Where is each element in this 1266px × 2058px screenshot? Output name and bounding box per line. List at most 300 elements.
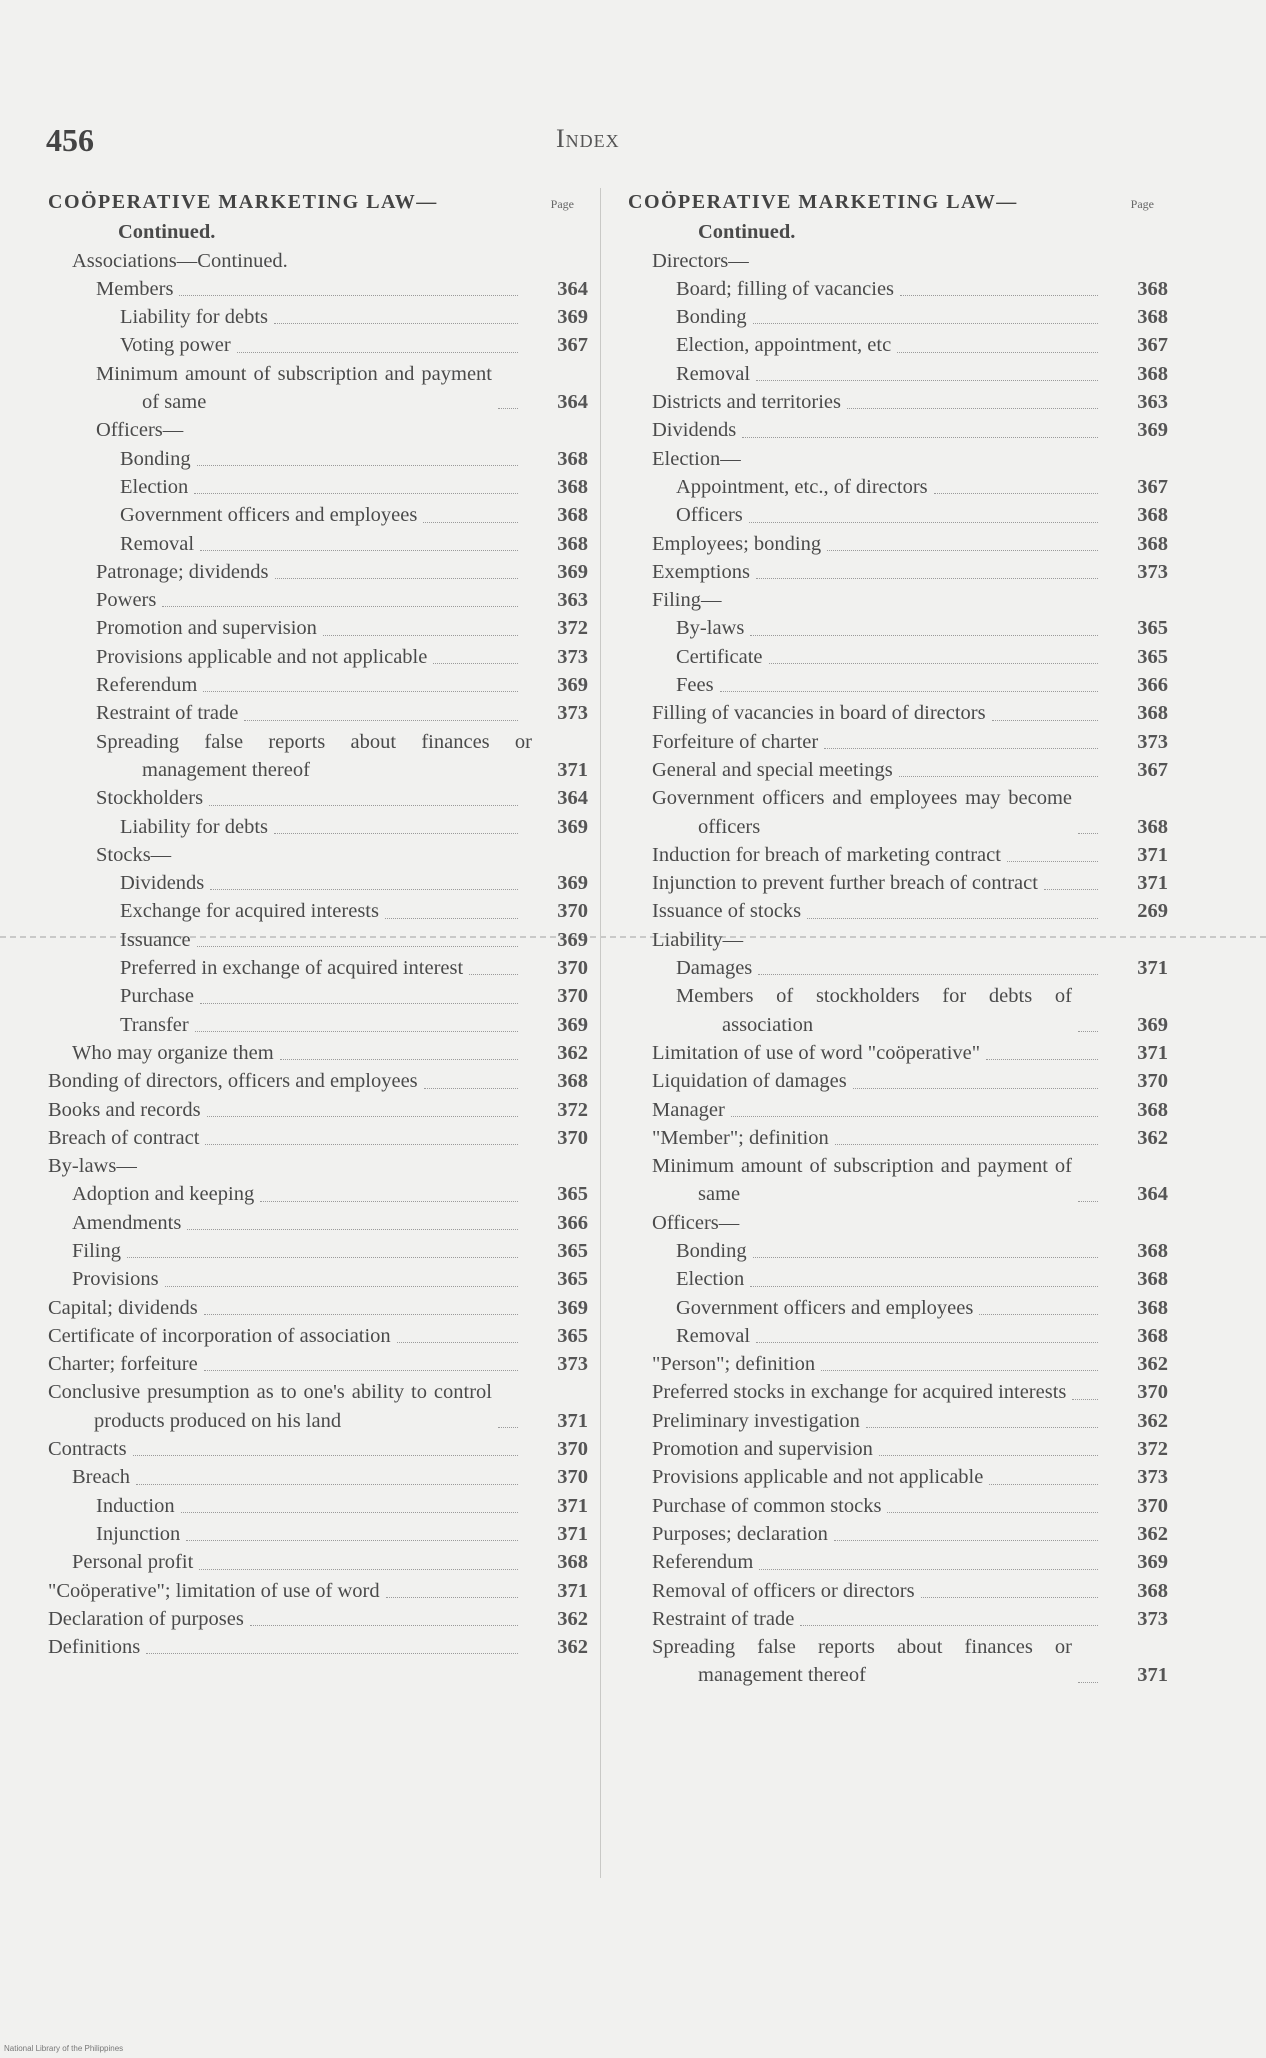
leader-dots — [758, 974, 1098, 975]
index-entry — [628, 1067, 1168, 1095]
index-entry — [48, 1265, 588, 1293]
index-entry-text: Promotion and supervision — [652, 1438, 873, 1461]
index-entry-text: Manager — [652, 1098, 725, 1121]
right-column — [628, 188, 1168, 1690]
index-entry — [628, 530, 1168, 558]
leader-dots — [498, 1427, 518, 1428]
index-entry-text: Fees — [676, 674, 714, 697]
leader-dots — [897, 352, 1098, 353]
leader-dots — [207, 1116, 518, 1117]
index-entry-text: Directors— — [652, 249, 749, 272]
index-entry-text: Provisions — [72, 1268, 159, 1291]
index-entry-text: Members of stockholders for debts of association — [676, 985, 1072, 1036]
leader-dots — [1072, 1399, 1098, 1400]
index-entry-text: Conclusive presumption as to one's ability to control products produced on his land — [48, 1381, 492, 1432]
index-entry-page: 373 — [1137, 1607, 1168, 1630]
index-entry — [48, 1011, 588, 1039]
leader-dots — [1044, 889, 1098, 890]
index-entry-text: Government officers and employees — [120, 504, 418, 527]
index-entry-page: 369 — [1137, 419, 1168, 442]
index-entry-text: Exemptions — [652, 560, 750, 583]
leader-dots — [1007, 861, 1098, 862]
index-entry — [48, 1322, 588, 1350]
index-entry — [48, 1463, 588, 1491]
index-entry-page: 368 — [1137, 504, 1168, 527]
index-entry-page: 373 — [557, 702, 588, 725]
index-entry-page: 368 — [1137, 1296, 1168, 1319]
index-entry-text: Restraint of trade — [96, 702, 239, 725]
index-entry-page: 371 — [1137, 872, 1168, 895]
index-entry — [628, 1435, 1168, 1463]
index-entry-text: Books and records — [48, 1098, 201, 1121]
index-entry-text: Certificate — [676, 645, 763, 668]
index-entry — [628, 586, 1168, 614]
index-entry-text: By-laws— — [48, 1155, 137, 1178]
index-entry — [628, 445, 1168, 473]
index-entry-text: Filling of vacancies in board of directors — [652, 702, 986, 725]
leader-dots — [274, 323, 518, 324]
index-entry-page: 368 — [1137, 277, 1168, 300]
index-entry-page: 362 — [1137, 1353, 1168, 1376]
index-entry-page: 368 — [557, 1551, 588, 1574]
index-entry-page: 367 — [1137, 334, 1168, 357]
leader-dots — [195, 1031, 518, 1032]
index-entry — [48, 1350, 588, 1378]
index-entry-text: Associations—Continued. — [72, 249, 288, 272]
index-entry — [48, 416, 588, 444]
leader-dots — [162, 606, 518, 607]
index-entry — [628, 982, 1168, 1039]
leader-dots — [742, 437, 1098, 438]
index-entry-page: 366 — [1137, 674, 1168, 697]
index-entry-text: Officers— — [652, 1211, 740, 1234]
index-entry-text: Preferred in exchange of acquired interest — [120, 957, 464, 980]
leader-dots — [834, 1540, 1098, 1541]
index-entry-page: 372 — [557, 1098, 588, 1121]
index-entry-text: Bonding — [120, 447, 191, 470]
index-entry-text: Officers— — [96, 419, 184, 442]
index-entry — [48, 1577, 588, 1605]
index-entry — [48, 1180, 588, 1208]
leader-dots — [205, 1144, 518, 1145]
leader-dots — [753, 323, 1098, 324]
index-entry-text: Issuance of stocks — [652, 900, 802, 923]
index-entry-page: 370 — [557, 1466, 588, 1489]
leader-dots — [424, 1088, 518, 1089]
index-entry — [628, 869, 1168, 897]
index-entry-page: 370 — [1137, 1494, 1168, 1517]
index-entry — [628, 416, 1168, 444]
index-entry — [48, 671, 588, 699]
column-divider — [600, 188, 601, 1878]
leader-dots — [921, 1597, 1098, 1598]
leader-dots — [1078, 1201, 1098, 1202]
index-entry-page: 371 — [1137, 1664, 1168, 1687]
index-entry-text: Bonding — [676, 1239, 747, 1262]
index-entry-text: Election — [120, 475, 189, 498]
index-entry-page: 370 — [557, 1126, 588, 1149]
index-entry-text: "Person"; definition — [652, 1353, 816, 1376]
index-entry-text: Officers — [676, 504, 743, 527]
leader-dots — [181, 1512, 518, 1513]
leader-dots — [749, 522, 1098, 523]
index-entry — [628, 614, 1168, 642]
index-entry — [628, 388, 1168, 416]
index-entry — [628, 954, 1168, 982]
leader-dots — [887, 1512, 1098, 1513]
index-entry-text: Who may organize them — [72, 1041, 274, 1064]
index-entry — [628, 1463, 1168, 1491]
left-continued: Continued. — [118, 221, 216, 244]
index-entry — [48, 1520, 588, 1548]
leader-dots — [853, 1088, 1098, 1089]
index-entry — [48, 1435, 588, 1463]
index-entry-page: 366 — [557, 1211, 588, 1234]
left-page-label: Page — [550, 197, 574, 211]
index-entry-page: 367 — [557, 334, 588, 357]
index-entry-text: Spreading false reports about finances or management thereof — [652, 1636, 1072, 1687]
index-entry-text: Appointment, etc., of directors — [676, 475, 928, 498]
index-entry-page: 369 — [557, 560, 588, 583]
index-entry — [48, 699, 588, 727]
index-entry — [628, 1520, 1168, 1548]
index-entry — [48, 869, 588, 897]
index-entry — [48, 1605, 588, 1633]
index-entry — [628, 1577, 1168, 1605]
leader-dots — [986, 1059, 1098, 1060]
index-entry — [628, 1124, 1168, 1152]
leader-dots — [992, 720, 1098, 721]
index-entry — [628, 841, 1168, 869]
index-entry-text: Government officers and employees may become officers — [652, 787, 1072, 838]
right-continued: Continued. — [698, 221, 796, 244]
leader-dots — [385, 918, 518, 919]
index-entry-page: 371 — [557, 1579, 588, 1602]
leader-dots — [821, 1370, 1098, 1371]
index-entry — [48, 331, 588, 359]
index-entry-page: 368 — [1137, 702, 1168, 725]
index-entry-text: Declaration of purposes — [48, 1607, 244, 1630]
index-entry-page: 373 — [1137, 730, 1168, 753]
index-entry-text: Liability for debts — [120, 306, 269, 329]
index-entry-text: Employees; bonding — [652, 532, 822, 555]
index-entry-text: Issuance — [120, 928, 191, 951]
leader-dots — [165, 1286, 518, 1287]
index-entry-text: Injunction — [96, 1522, 181, 1545]
leader-dots — [386, 1597, 518, 1598]
index-entry — [48, 530, 588, 558]
index-entry-text: Powers — [96, 589, 157, 612]
leader-dots — [423, 522, 518, 523]
index-entry — [628, 699, 1168, 727]
index-entry — [48, 1067, 588, 1095]
index-entry — [48, 813, 588, 841]
index-entry-page: 368 — [1137, 1268, 1168, 1291]
index-entry-text: Purchase of common stocks — [652, 1494, 882, 1517]
index-entry — [628, 643, 1168, 671]
index-entry-page: 365 — [557, 1268, 588, 1291]
index-entry — [48, 445, 588, 473]
left-column — [48, 188, 588, 1661]
index-entry-page: 369 — [557, 674, 588, 697]
leader-dots — [274, 833, 518, 834]
index-entry-page: 362 — [557, 1607, 588, 1630]
index-entry-page: 370 — [557, 985, 588, 1008]
index-entry — [48, 926, 588, 954]
leader-dots — [260, 1201, 518, 1202]
index-entry — [628, 756, 1168, 784]
index-entry-page: 370 — [557, 957, 588, 980]
index-entry-text: Members — [96, 277, 174, 300]
leader-dots — [250, 1625, 518, 1626]
index-entry-page: 363 — [1137, 391, 1168, 414]
index-entry — [628, 671, 1168, 699]
index-entry-page: 371 — [557, 758, 588, 781]
index-entry — [628, 926, 1168, 954]
index-entry-page: 362 — [1137, 1522, 1168, 1545]
index-entry — [48, 728, 588, 785]
index-entry-page: 371 — [1137, 1041, 1168, 1064]
leader-dots — [1078, 1682, 1098, 1683]
index-entry-page: 370 — [557, 900, 588, 923]
leader-dots — [899, 776, 1098, 777]
leader-dots — [203, 691, 518, 692]
index-entry-text: Dividends — [120, 872, 205, 895]
index-entry-page: 370 — [1137, 1381, 1168, 1404]
index-entry-text: Preliminary investigation — [652, 1409, 860, 1432]
leader-dots — [800, 1625, 1098, 1626]
index-entry-text: Induction — [96, 1494, 175, 1517]
leader-dots — [275, 578, 518, 579]
index-entry-text: Adoption and keeping — [72, 1183, 255, 1206]
index-entry — [628, 1237, 1168, 1265]
index-entry-page: 365 — [1137, 645, 1168, 668]
index-entry — [48, 1209, 588, 1237]
index-entry-text: Referendum — [652, 1551, 754, 1574]
index-entry — [628, 1265, 1168, 1293]
index-entry-text: Board; filling of vacancies — [676, 277, 895, 300]
leader-dots — [720, 691, 1098, 692]
leader-dots — [209, 805, 518, 806]
index-entry-page: 370 — [1137, 1070, 1168, 1093]
index-entry-page: 373 — [1137, 1466, 1168, 1489]
index-entry-page: 368 — [557, 532, 588, 555]
right-heading-text: COÖPERATIVE MARKETING LAW— — [628, 191, 1018, 213]
index-entry-page: 373 — [557, 1353, 588, 1376]
index-entry-text: Charter; forfeiture — [48, 1353, 198, 1376]
index-entry-text: Filing — [72, 1239, 121, 1262]
index-entry-page: 368 — [557, 1070, 588, 1093]
leader-dots — [204, 1370, 518, 1371]
index-entry-page: 368 — [557, 504, 588, 527]
index-entry-text: Liquidation of damages — [652, 1070, 847, 1093]
index-entry — [48, 303, 588, 331]
index-entry — [628, 784, 1168, 841]
index-entry-page: 368 — [557, 475, 588, 498]
index-entry — [48, 1039, 588, 1067]
leader-dots — [469, 974, 518, 975]
index-entry — [48, 784, 588, 812]
leader-dots — [199, 1569, 518, 1570]
index-entry-page: 365 — [557, 1239, 588, 1262]
leader-dots — [244, 720, 518, 721]
index-entry — [628, 1407, 1168, 1435]
index-entry — [48, 360, 588, 417]
index-entry — [628, 247, 1168, 275]
leader-dots — [835, 1144, 1098, 1145]
index-entry-text: Stocks— — [96, 843, 172, 866]
index-entry — [48, 247, 588, 275]
leader-dots — [127, 1257, 518, 1258]
index-entry — [48, 1152, 588, 1180]
index-entry-page: 369 — [1137, 1551, 1168, 1574]
index-entry-page: 368 — [1137, 1579, 1168, 1602]
index-entry — [628, 1548, 1168, 1576]
index-entry-text: Removal — [120, 532, 195, 555]
index-entry-page: 369 — [557, 815, 588, 838]
leader-dots — [200, 550, 518, 551]
leader-dots — [750, 635, 1098, 636]
index-entry-page: 364 — [557, 787, 588, 810]
index-entry — [628, 1294, 1168, 1322]
index-entry-text: Personal profit — [72, 1551, 194, 1574]
index-entry-page: 371 — [557, 1409, 588, 1432]
index-entry-text: Patronage; dividends — [96, 560, 269, 583]
leader-dots — [879, 1455, 1098, 1456]
leader-dots — [186, 1540, 518, 1541]
index-entry-text: Stockholders — [96, 787, 204, 810]
index-entry-page: 369 — [557, 306, 588, 329]
index-entry-text: Voting power — [120, 334, 231, 357]
index-entry — [48, 558, 588, 586]
index-entry — [48, 1633, 588, 1661]
index-entry — [48, 1548, 588, 1576]
index-entry-page: 367 — [1137, 475, 1168, 498]
left-entries — [48, 247, 588, 1662]
index-entry-page: 269 — [1137, 900, 1168, 923]
index-entry-page: 373 — [1137, 560, 1168, 583]
index-entry-page: 368 — [1137, 815, 1168, 838]
right-page-label: Page — [1130, 197, 1154, 211]
index-entry-text: Certificate of incorporation of association — [48, 1324, 391, 1347]
leader-dots — [133, 1455, 518, 1456]
index-entry-text: Amendments — [72, 1211, 182, 1234]
leader-dots — [900, 295, 1098, 296]
leader-dots — [759, 1569, 1098, 1570]
index-entry-text: Referendum — [96, 674, 198, 697]
index-entry — [628, 1492, 1168, 1520]
index-entry — [48, 982, 588, 1010]
index-entry-page: 364 — [557, 277, 588, 300]
index-entry — [48, 501, 588, 529]
leader-dots — [756, 380, 1098, 381]
index-entry-page: 368 — [1137, 532, 1168, 555]
index-entry-text: Damages — [676, 957, 753, 980]
leader-dots — [1078, 1031, 1098, 1032]
index-entry-text: Removal — [676, 362, 751, 385]
index-entry — [628, 303, 1168, 331]
leader-dots — [756, 578, 1098, 579]
leader-dots — [433, 663, 518, 664]
index-entry-page: 371 — [557, 1522, 588, 1545]
leader-dots — [200, 1003, 518, 1004]
index-entry-text: Provisions applicable and not applicable — [96, 645, 428, 668]
index-entry-page: 362 — [557, 1041, 588, 1064]
index-entry-page: 367 — [1137, 758, 1168, 781]
running-head: Index — [556, 124, 620, 153]
leader-dots — [731, 1116, 1098, 1117]
index-entry-text: Election — [676, 1268, 745, 1291]
index-entry — [48, 1096, 588, 1124]
index-entry — [628, 1378, 1168, 1406]
index-entry-page: 371 — [1137, 957, 1168, 980]
index-entry-text: "Member"; definition — [652, 1126, 829, 1149]
index-entry-text: Government officers and employees — [676, 1296, 974, 1319]
index-entry-text: Removal of officers or directors — [652, 1579, 915, 1602]
index-entry-text: Restraint of trade — [652, 1607, 795, 1630]
leader-dots — [194, 493, 518, 494]
index-entry-text: Induction for breach of marketing contract — [652, 843, 1001, 866]
leader-dots — [204, 1314, 518, 1315]
leader-dots — [187, 1229, 518, 1230]
leader-dots — [179, 295, 518, 296]
index-entry — [48, 614, 588, 642]
index-entry-page: 368 — [1137, 1324, 1168, 1347]
index-entry — [48, 643, 588, 671]
index-entry-text: Purchase — [120, 985, 195, 1008]
index-entry — [48, 586, 588, 614]
index-entry-text: Bonding of directors, officers and employees — [48, 1070, 418, 1093]
index-entry-text: Limitation of use of word "coöperative" — [652, 1041, 981, 1064]
index-entry-text: Purposes; declaration — [652, 1522, 828, 1545]
leader-dots — [237, 352, 518, 353]
leader-dots — [197, 465, 518, 466]
leader-dots — [498, 408, 518, 409]
index-entry-page: 368 — [557, 447, 588, 470]
leader-dots — [280, 1059, 518, 1060]
index-entry — [48, 954, 588, 982]
index-entry — [628, 473, 1168, 501]
index-entry-text: Definitions — [48, 1636, 141, 1659]
index-entry-page: 373 — [557, 645, 588, 668]
index-entry-text: Breach — [72, 1466, 131, 1489]
index-entry — [48, 275, 588, 303]
index-entry-page: 365 — [557, 1324, 588, 1347]
index-entry-page: 369 — [557, 928, 588, 951]
index-entry-text: Bonding — [676, 306, 747, 329]
index-entry — [628, 1152, 1168, 1209]
index-entry — [48, 897, 588, 925]
index-entry-page: 369 — [557, 872, 588, 895]
index-entry-page: 371 — [557, 1494, 588, 1517]
leader-dots — [807, 918, 1098, 919]
leader-dots — [323, 635, 518, 636]
index-entry-page: 368 — [1137, 362, 1168, 385]
leader-dots — [824, 748, 1098, 749]
index-entry-text: Preferred stocks in exchange for acquired interests — [652, 1381, 1067, 1404]
leader-dots — [989, 1484, 1098, 1485]
index-entry — [48, 1492, 588, 1520]
index-entry-text: Filing— — [652, 589, 722, 612]
index-entry-text: Minimum amount of subscription and payment of same — [652, 1155, 1072, 1206]
index-entry — [628, 275, 1168, 303]
index-entry — [628, 1350, 1168, 1378]
index-entry-page: 371 — [1137, 843, 1168, 866]
index-entry — [628, 501, 1168, 529]
index-entry-page: 362 — [557, 1636, 588, 1659]
leader-dots — [756, 1342, 1098, 1343]
left-column-heading — [48, 188, 588, 218]
